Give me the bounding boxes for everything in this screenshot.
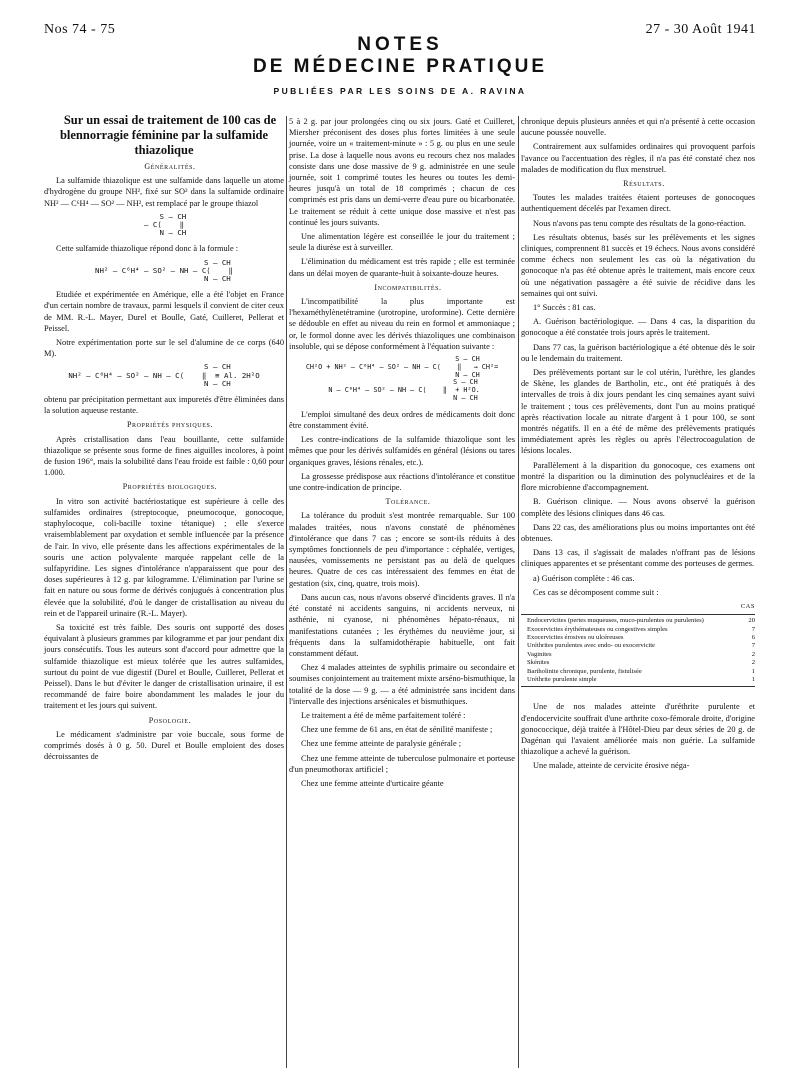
cases-table bbox=[521, 614, 755, 687]
table-row bbox=[521, 659, 755, 667]
paragraph: Sa toxicité est très faible. Des souris ont supporté des doses équivalant à plusieurs grammes par kilogramme et par jour pendant dix jours consécutifs. Tous les auteurs sont d'accord pour admettre que la sulfamide thiazolique est mieux tolérée que les autres sulfamides, surtout du point de vue digestif (Durel et Boulle, Cuilleret, Pellerat et Peissel). Dans le but d'éviter le danger de cristallisation urinaire, il est recommandé de faire boire abondamment les malades le jour du traitement et les jours qui suivent. bbox=[44, 622, 284, 711]
table-cell-value: 20 bbox=[733, 615, 755, 626]
paragraph: Une malade, atteinte de cervicite érosive néga- bbox=[533, 761, 690, 771]
table-cell-value: 1 bbox=[751, 667, 755, 675]
table-cell-value: 2 bbox=[751, 650, 755, 658]
article-title: Sur un essai de traitement de 100 cas de blennorragie féminine par la sulfamide thiazolique bbox=[59, 113, 277, 157]
table-row bbox=[521, 668, 755, 676]
section-heading-results: Résultats. bbox=[623, 179, 665, 189]
paragraph: Contrairement aux sulfamides ordinaires qui provoquent parfois l'avance ou l'accentuation des règles, il n'a pas été constaté chez nos malades de modification du flux menstruel. bbox=[521, 142, 755, 174]
paragraph: Chez une femme atteinte de paralysie générale ; bbox=[301, 739, 462, 749]
paragraph: Dans 77 cas, la guérison bactériologique a été obtenue dès le soir ou le lendemain du traitement. bbox=[521, 342, 755, 363]
paragraph: Chez une femme atteinte de tuberculose pulmonaire et porteuse d'un pneumothorax artificiel ; bbox=[289, 753, 515, 774]
paragraph: Des prélèvements portant sur le col utérin, l'urèthre, les glandes de Skène, les glandes de Bartholin, etc., ont été pratiqués à des intervalles de trois à dix jours pendant les cinq semaines ayant suivi le traitement ; tous ces prélèvements, dont l'un au moins pratiqué après réactivation locale au nitrate d'argent à 1 pour 100, se sont montrés négatifs. Il en a été de même des prélèvements pratiqués immédiatement après les règles ou après l'électrocoagulation de lésions locales. bbox=[521, 368, 755, 456]
paragraph: L'incompatibilité la plus importante est l'hexaméthylènetétramine (urotropine, uroformine). Cette dernière se dédouble en effet au niveau du rein en formol et ammoniaque ; or, le formol donne avec les dérivés thiazoliques une combinaison insoluble, qui se dépose conformément à l'équation suivante : bbox=[289, 297, 515, 351]
table-cell-label: Uréthrites purulentes avec endo- ou exocervicite bbox=[527, 642, 655, 650]
column-rule-right bbox=[518, 116, 519, 1068]
paragraph: Le médicament s'administre par voie buccale, sous forme de comprimés dosés à 0 g. 50. Durel et Boulle emploient des doses décroissantes de bbox=[44, 729, 284, 762]
journal-title-line2: DE MÉDECINE PRATIQUE bbox=[252, 56, 547, 77]
section-heading-generalites: Généralités. bbox=[144, 162, 196, 171]
paragraph: Les résultats obtenus, basés sur les prélèvements et les signes cliniques, comprennent 81 succès et 19 échecs. Nous avons considéré comme échecs non seulement les cas où la négativation du gonocoque n'a pas été obtenue après le traitement, mais encore ceux où une négativation passagère a été suivie de récidive dans les semaines qui ont suivi. bbox=[521, 232, 755, 298]
section-heading-physical: Propriétés physiques. bbox=[126, 420, 214, 430]
paragraph: L'emploi simultané des deux ordres de médicaments doit donc être constamment évité. bbox=[289, 409, 515, 431]
table-cell-value: 1 bbox=[733, 676, 755, 687]
paragraph: Une de nos malades atteinte d'uréthrite purulente et d'endocervicite souffrait d'une arthrite coxo-fémorale droite, d'origine gonococcique, déjà traitée à l'Hôtel-Dieu par deux séries de 20 g. de Dagénan qui l'avaient améliorée mais non guérie. La sulfamide thiazolique a achevé la guérison. bbox=[521, 702, 755, 757]
paragraph: Les contre-indications de la sulfamide thiazolique sont les mêmes que pour les dérivés sulfamidés en général (lésions ou tares organiques graves, lésions rénales, etc.). bbox=[289, 435, 515, 467]
table-row bbox=[521, 642, 755, 650]
paragraph: Toutes les malades traitées étaient porteuses de gonocoques authentiquement décelés par l'examen direct. bbox=[521, 193, 755, 214]
table-cell-label: Bartholinite chronique, purulente, fistulisée bbox=[527, 667, 642, 675]
paragraph: L'élimination du médicament est très rapide ; elle est terminée dans un délai moyen de quarante-huit à soixante-douze heures. bbox=[289, 257, 515, 278]
chemical-equation-formol: S — CH CH²O + NH² — C⁶H⁴ — SO² — NH — C⟨ ‖ → CH²= N — CH S — CH N — C⁶H⁴ — SO² — NH — C⟨ ‖ + H²O. N — CH bbox=[305, 355, 499, 403]
paragraph: Etudiée et expérimentée en Amérique, elle a été l'objet en France d'un certain nombre de travaux, parmi lesquels il convient de citer ceux de MM. R.-L. Mayer, Durel et Boulle, Gaté, Cuilleret, Pellerat et Peissel. bbox=[44, 290, 284, 333]
paragraph: Chez une femme de 61 ans, en état de sénilité manifeste ; bbox=[301, 725, 493, 735]
column-3 bbox=[521, 116, 755, 775]
section-heading-biological: Propriétés biologiques. bbox=[122, 482, 218, 492]
table-cell-value: 6 bbox=[751, 633, 755, 641]
paragraph: a) Guérison complète : 46 cas. bbox=[533, 573, 635, 583]
table-row bbox=[521, 676, 755, 687]
paragraph: Une alimentation légère est conseillée le jour du traitement ; seule la diurèse est à surveiller. bbox=[289, 232, 515, 253]
paragraph: Parallèlement à la disparition du gonocoque, ces examens ont montré la disparition ou la diminution des polynucléaires et de la flore microbienne d'accompagnement. bbox=[521, 460, 755, 493]
issue-date: 27 - 30 Août 1941 bbox=[645, 22, 756, 37]
table-cell-label: Endocervicites (pertes muqueuses, muco-purulentes ou purulentes) bbox=[521, 615, 733, 626]
paragraph: 5 à 2 g. par jour prolongées cinq ou six jours. Gaté et Cuilleret, Miersher préconisent des doses plus fortes limitées à une seule journée, voire un « traitement-minute » : 5 g. ou plus en une seule prise. La dose à laquelle nous avons eu recours chez nos malades consiste dans une dose massive de 9 g. administrée en une seule journée, soit 1 comprimé toutes les heures ou toutes les demi-heures jusqu'à un total de 18 comprimés ; chacun de ces comprimés est pris dans un demi-verre d'eau pure ou bicarbonatée. Le traitement se réduit à cette unique dose massive et n'est pas continué les jours suivants. bbox=[289, 117, 515, 227]
paragraph: La grossesse prédispose aux réactions d'intolérance et constitue une contre-indication de principe. bbox=[289, 471, 515, 493]
paragraph: Après cristallisation dans l'eau bouillante, cette sulfamide thiazolique se présente sous forme de fines aiguilles incolores, à point de fusion 196°, mais la solubilité dans l'eau froide est faible : 0,60 pour 1.000. bbox=[44, 434, 284, 478]
paragraph: chronique depuis plusieurs années et qui n'a présenté à cette occasion aucune poussée nouvelle. bbox=[521, 117, 755, 138]
paragraph: La tolérance du produit s'est montrée remarquable. Sur 100 malades traitées, nous n'avons constaté de phénomènes d'intolérance que dans 7 cas ; encore se sont-ils réduits à des symptômes fonctionnels de peu d'importance : céphalée, vertiges, nausées, vomissements ne persistant pas au delà de quelques heures. Quatre de ces cas intéressaient des femmes en état de gestation (six, cinq, quatre, trois mois). bbox=[289, 511, 515, 588]
section-heading-tolerance: Tolérance. bbox=[385, 497, 431, 507]
table-row bbox=[521, 634, 755, 642]
table-row bbox=[521, 615, 755, 626]
column-2 bbox=[289, 116, 515, 792]
table-cell-label: Exocervicites érosives ou ulcéreuses bbox=[527, 633, 624, 641]
table-row bbox=[521, 626, 755, 634]
table-cell-value: 7 bbox=[751, 642, 755, 650]
paragraph: B. Guérison clinique. — Nous avons observé la guérison complète des lésions cliniques dans 46 cas. bbox=[521, 497, 755, 518]
paragraph: A. Guérison bactériologique. — Dans 4 cas, la disparition du gonocoque a été constatée trois jours après le traitement. bbox=[521, 317, 755, 338]
paragraph: Dans aucun cas, nous n'avons observé d'incidents graves. Il n'a été constaté ni accidents sanguins, ni accidents nerveux, ni asthénie, ni cyanose, ni phénomènes hépato-rénaux, ni manifestations cutanées ; les érythèmes du neuvième jour, si fréquents dans la sulfamidothérapie habituelle, ont fait constamment défaut. bbox=[289, 592, 515, 658]
paragraph: Dans 13 cas, il s'agissait de malades n'offrant pas de lésions cliniques apparentes et se présentant comme des porteuses de germes. bbox=[521, 548, 755, 569]
chemical-formula-thiazol: S — CH — C⟨ ‖ N — CH bbox=[143, 211, 187, 238]
table-row bbox=[521, 651, 755, 659]
paragraph: Chez 4 malades atteintes de syphilis primaire ou secondaire et soumises conjointement au traitement mixte arséno-bismuthique, la totalité de la dose — 9 g. — a été administrée sans incident dans l'intervalle des injections arsénicales et bismuthiques. bbox=[289, 663, 515, 706]
paragraph: Chez une femme atteinte d'urticaire géante bbox=[301, 778, 444, 788]
table-cell-label: Vaginites bbox=[527, 650, 552, 658]
paragraph: Le traitement a été de même parfaitement toléré : bbox=[301, 710, 466, 720]
paragraph: Dans 22 cas, des améliorations plus ou moins importantes ont été obtenues. bbox=[521, 522, 755, 543]
section-heading-posology: Posologie. bbox=[148, 715, 192, 725]
cases-column-label: CAS bbox=[740, 602, 755, 610]
table-cell-label: Exocervicites érythémateuses ou congestives simples bbox=[527, 625, 668, 633]
paragraph: Notre expérimentation porte sur le sel d'alumine de ce corps (640 M). bbox=[44, 338, 284, 359]
table-cell-value: 7 bbox=[751, 625, 755, 633]
chemical-formula-alumine-salt: S — CH NH² — C⁶H⁴ — SO² — NH — C⟨ ‖ ≡ Al. 2H²O N — CH bbox=[68, 362, 260, 388]
paragraph: Cette sulfamide thiazolique répond donc à la formule : bbox=[56, 244, 239, 254]
paragraph: 1° Succès : 81 cas. bbox=[533, 303, 596, 313]
paragraph: Ces cas se décomposent comme suit : bbox=[533, 587, 659, 597]
column-1 bbox=[44, 113, 284, 765]
table-cell-label: Skénites bbox=[527, 659, 550, 667]
issue-number: Nos 74 - 75 bbox=[44, 22, 116, 37]
journal-subtitle: PUBLIÉES PAR LES SOINS DE A. RAVINA bbox=[273, 86, 527, 96]
paragraph: obtenu par précipitation permettant aux impuretés d'être éliminées dans la solution aqueuse restante. bbox=[44, 395, 284, 416]
table-cell-label: Uréthrite purulente simple bbox=[521, 676, 733, 687]
section-heading-incompatibilities: Incompatibilités. bbox=[374, 282, 442, 292]
chemical-formula-sulfamide: S — CH NH² — C⁶H⁴ — SO² — NH — C⟨ ‖ N — CH bbox=[95, 257, 233, 284]
column-rule-left bbox=[286, 116, 287, 1068]
journal-title-line1: NOTES bbox=[357, 34, 443, 55]
paragraph: La sulfamide thiazolique est une sulfamide dans laquelle un atome d'hydrogène du groupe NH², fixé sur SO² dans la sulfamide ordinaire NH² — C⁶H⁴ — SO² — NH², est remplacé par le groupe thiazol bbox=[44, 176, 284, 208]
paragraph: Nous n'avons pas tenu compte des résultats de la gono-réaction. bbox=[533, 218, 746, 228]
paragraph: In vitro son activité bactériostatique est supérieure à celle des sulfamides ordinaires (streptocoque, pneumocoque, gonocoque, staphylocoque, coli-bacille toxine tétanique) ; elle s'exerce vraisemblablement par oxydation et semble influencée par la présence de l'air. In vivo, elle présente dans les affections expérimentales de la souris une action polyvalente marquée rappelant celle de la sulfapyridine. Les signes d'intolérance n'apparaissent que pour des doses supérieures à 12 g. par kilogramme. L'élimination par l'urine se fait en nature ou sous forme de dérivés conjugués à concentration plus élevée que la solubilité, d'où le danger de cristallisation au niveau du rein et de l'appareil urinaire (R.-L. Mayer). bbox=[44, 496, 284, 618]
table-cell-value: 2 bbox=[751, 659, 755, 667]
